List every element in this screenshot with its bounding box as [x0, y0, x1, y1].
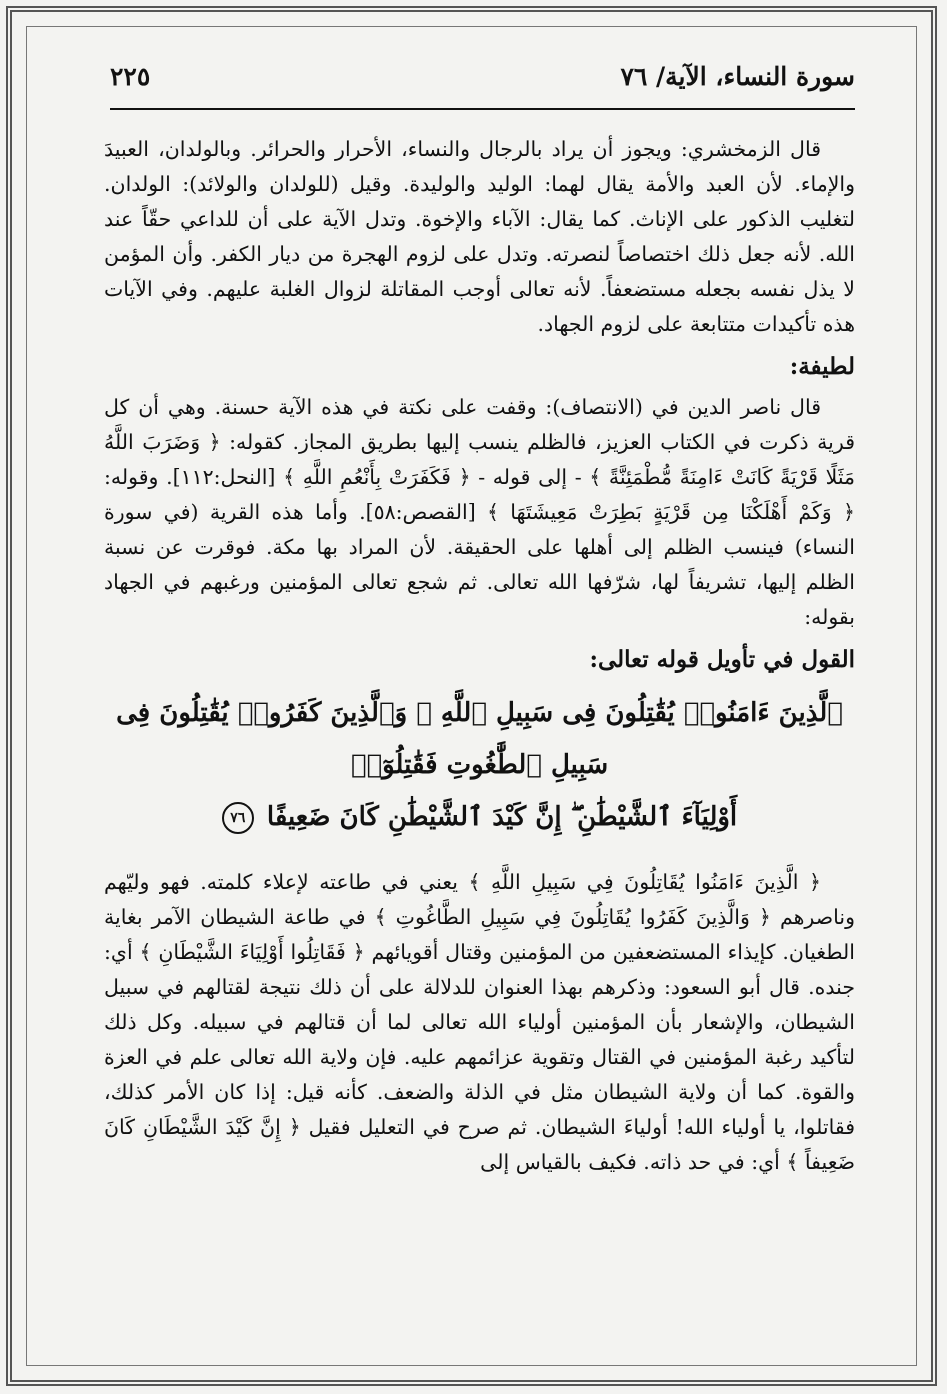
page-number: ٢٢٥ [110, 62, 151, 91]
paragraph-tafsir: ﴿ الَّذِينَ ءَامَنُوا يُقَاتِلُونَ فِي سَبِيلِ اللَّهِ ﴾ يعني في طاعته لإعلاء كلمته. فهو وليّهم وناصرهم ﴿ وَالَّذِينَ كَفَرُوا يُقَاتِلُونَ فِي سَبِيلِ الطَّاغُوتِ ﴾ في طاعة الشيطان الآمر بغاية الطغيان. كإيذاء المستضعفين من المؤمنين وقتال أقويائهم ﴿ فَقَاتِلُوا أَوْلِيَاءَ الشَّيْطَانِ ﴾ أي: جنده. قال أبو السعود: وذكرهم بهذا العنوان للدلالة على أن ذلك نتيجة لقتالهم في سبيل الشيطان، والإشعار بأن المؤمنين أولياء الله تعالى لما أن قتالهم في سبيله. وكل ذلك لتأكيد رغبة المؤمنين في القتال وتقوية عزائمهم عليه. فإن ولاية الله تعالى علم في العزة والقوة. كما أن ولاية الشيطان مثل في الذلة والضعف. كأنه قيل: إذا كان الأمر كذلك، فقاتلوا، يا أولياء الله! أولياءَ الشيطان. ثم صرح في التعليل فقيل ﴿ إِنَّ كَيْدَ الشَّيْطَانِ كَانَ ضَعِيفاً ﴾ أي: في حد ذاته. فكيف بالقياس إلى [104, 870, 855, 1174]
running-head: سورة النساء، الآية/ ٧٦ [620, 62, 855, 91]
paragraph-zamakhshari: قال الزمخشري: ويجوز أن يراد بالرجال والنساء، الأحرار والحرائر. وبالولدان، العبيدَ والإماء. لأن العبد والأمة يقال لهما: الوليد والوليدة. وقيل (للولدان والولائد): الولدان. لتغليب الذكور على الإناث. كما يقال: الآباء والإخوة. وتدل الآية على أن للداعي حقّاً عند الله. لأنه جعل ذلك اختصاصاً لنصرته. وتدل على لزوم الهجرة من ديار الكفر. وأن المؤمن لا يذل نفسه بجعله مستضعفاً. لأنه تعالى أوجب المقاتلة لزوال الغلبة عليهم. وفي الآيات هذه تأكيدات متتابعة على لزوم الجهاد. [104, 137, 855, 336]
verse-number-marker: ٧٦ [222, 802, 254, 834]
page-header [110, 62, 855, 102]
page-body [104, 132, 855, 1180]
verse-line-2-text: أَوْلِيَآءَ ٱلشَّيْطَٰنِ ۖ إِنَّ كَيْدَ ٱلشَّيْطَٰنِ كَانَ ضَعِيفًا [266, 802, 738, 832]
header-rule [110, 108, 855, 110]
verse-line-2 [114, 791, 845, 843]
verse-line-1: ٱلَّذِينَ ءَامَنُوا۟ يُقَٰتِلُونَ فِى سَبِيلِ ٱللَّهِ ۖ وَٱلَّذِينَ كَفَرُوا۟ يُقَٰتِلُونَ فِى سَبِيلِ ٱلطَّٰغُوتِ فَقَٰتِلُوٓا۟ [116, 698, 843, 780]
paragraph-intisaf: قال ناصر الدين في (الانتصاف): وقفت على نكتة في هذه الآية حسنة. وهي أن كل قرية ذكرت في الكتاب العزيز، فالظلم ينسب إليها بطريق المجاز. كقوله: ﴿ وَضَرَبَ اللَّهُ مَثَلًا قَرْيَةً كَانَتْ ءَامِنَةً مُّطْمَئِنَّةً ﴾ - إلى قوله - ﴿ فَكَفَرَتْ بِأَنْعُمِ اللَّهِ ﴾ [النحل:١١٢]. وقوله: ﴿ وَكَمْ أَهْلَكْنَا مِن قَرْيَةٍ بَطِرَتْ مَعِيشَتَهَا ﴾ [القصص:٥٨]. وأما هذه القرية (في سورة النساء) فينسب الظلم إلى أهلها على الحقيقة. لأن المراد بها مكة. فوقرت عن نسبة الظلم إليها، تشريفاً لها، شرّفها الله تعالى. ثم شجع تعالى المؤمنين ورغبهم في الجهاد بقوله: [104, 395, 856, 629]
section-heading-latifa: لطيفة: [789, 353, 855, 380]
quran-verse [114, 687, 845, 843]
section-heading-tawil: القول في تأويل قوله تعالى: [589, 646, 855, 673]
